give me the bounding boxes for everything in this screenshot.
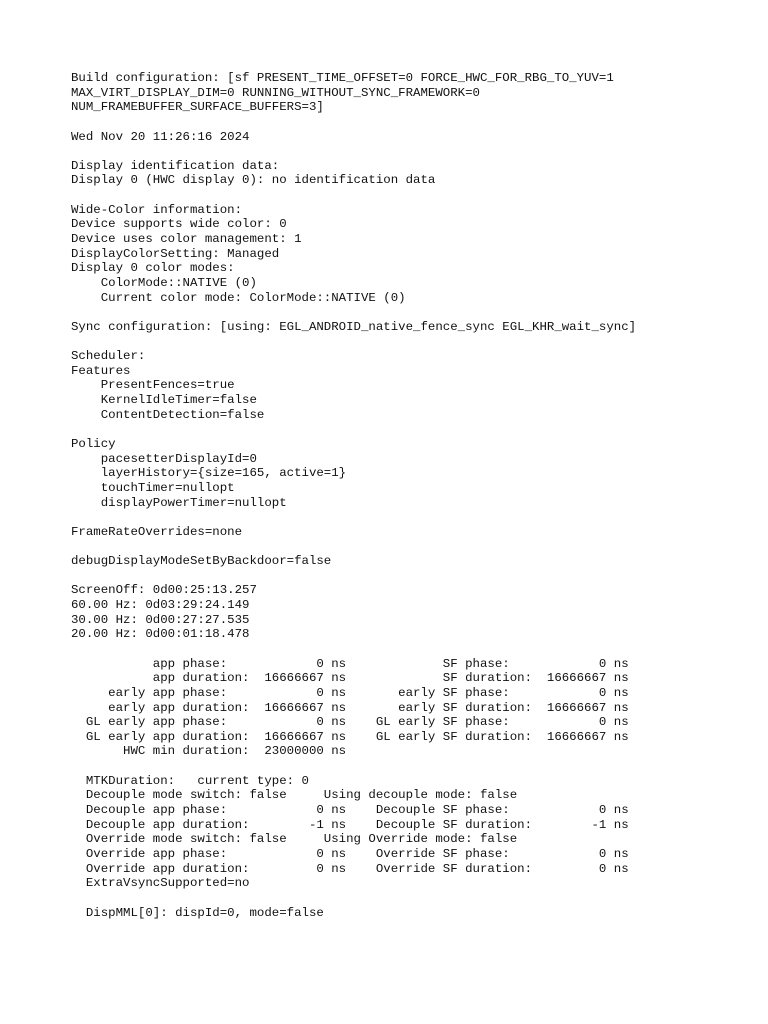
text-line (71, 188, 751, 203)
text-line: HWC min duration: 23000000 ns (71, 744, 347, 759)
text-line: MTKDuration: current type: 0 (71, 773, 309, 788)
text-line (71, 335, 751, 350)
text-line: touchTimer=nullopt (71, 480, 235, 495)
text-line: Device uses color management: 1 (71, 232, 302, 247)
text-line (71, 642, 751, 657)
text-line: ContentDetection=false (71, 407, 265, 422)
text-line: app phase: 0 ns SF phase: 0 ns (71, 656, 629, 671)
text-line: Decouple mode switch: false Using decouple mode: false (71, 788, 518, 803)
text-line: Display identification data: (71, 158, 280, 173)
text-line: Display 0 (HWC display 0): no identification data (71, 173, 436, 188)
text-line: PresentFences=true (71, 378, 235, 393)
text-line: DispMML[0]: dispId=0, mode=false (71, 905, 324, 920)
text-line: debugDisplayModeSetByBackdoor=false (71, 554, 332, 569)
text-line: Current color mode: ColorMode::NATIVE (0) (71, 290, 406, 305)
text-line (71, 144, 751, 159)
text-line: Decouple app phase: 0 ns Decouple SF phase: 0 ns (71, 803, 629, 818)
text-line: early app phase: 0 ns early SF phase: 0 ns (71, 685, 629, 700)
text-line: Decouple app duration: -1 ns Decouple SF duration: -1 ns (71, 817, 629, 832)
text-line: FrameRateOverrides=none (71, 524, 243, 539)
text-line: Wed Nov 20 11:26:16 2024 (71, 129, 250, 144)
text-line: Features (71, 363, 131, 378)
text-line: Override app phase: 0 ns Override SF phase: 0 ns (71, 846, 629, 861)
text-line: GL early app duration: 16666667 ns GL early SF duration: 16666667 ns (71, 729, 629, 744)
text-line: Device supports wide color: 0 (71, 217, 287, 232)
text-line (71, 759, 751, 774)
text-line: MAX_VIRT_DISPLAY_DIM=0 RUNNING_WITHOUT_SYNC_FRAMEWORK=0 (71, 85, 480, 100)
text-line (71, 305, 751, 320)
dumpsys-text-output (71, 71, 751, 920)
text-line: GL early app phase: 0 ns GL early SF phase: 0 ns (71, 715, 629, 730)
text-line: 20.00 Hz: 0d00:01:18.478 (71, 627, 250, 642)
text-line: Policy (71, 437, 116, 452)
text-line: DisplayColorSetting: Managed (71, 246, 280, 261)
text-line: KernelIdleTimer=false (71, 393, 257, 408)
text-line (71, 115, 751, 130)
text-line: Sync configuration: [using: EGL_ANDROID_native_fence_sync EGL_KHR_wait_sync] (71, 319, 637, 334)
text-line (71, 569, 751, 584)
text-line: ExtraVsyncSupported=no (71, 876, 250, 891)
text-line: ScreenOff: 0d00:25:13.257 (71, 583, 257, 598)
text-line: Build configuration: [sf PRESENT_TIME_OFFSET=0 FORCE_HWC_FOR_RBG_TO_YUV=1 (71, 71, 614, 85)
text-line: layerHistory={size=165, active=1} (71, 466, 347, 481)
text-line: pacesetterDisplayId=0 (71, 451, 257, 466)
text-line (71, 891, 751, 906)
text-line: Display 0 color modes: (71, 261, 235, 276)
text-line: NUM_FRAMEBUFFER_SURFACE_BUFFERS=3] (71, 100, 324, 115)
text-line: early app duration: 16666667 ns early SF duration: 16666667 ns (71, 700, 629, 715)
text-line: Wide-Color information: (71, 202, 243, 217)
text-line: Override mode switch: false Using Override mode: false (71, 832, 518, 847)
text-line: Override app duration: 0 ns Override SF duration: 0 ns (71, 861, 629, 876)
text-line: displayPowerTimer=nullopt (71, 495, 287, 510)
text-line (71, 540, 751, 555)
text-line (71, 422, 751, 437)
text-line: 60.00 Hz: 0d03:29:24.149 (71, 598, 250, 613)
text-line: app duration: 16666667 ns SF duration: 16666667 ns (71, 671, 629, 686)
text-line: Scheduler: (71, 349, 146, 364)
text-line: ColorMode::NATIVE (0) (71, 275, 257, 290)
text-line: 30.00 Hz: 0d00:27:27.535 (71, 612, 250, 627)
text-line (71, 510, 751, 525)
